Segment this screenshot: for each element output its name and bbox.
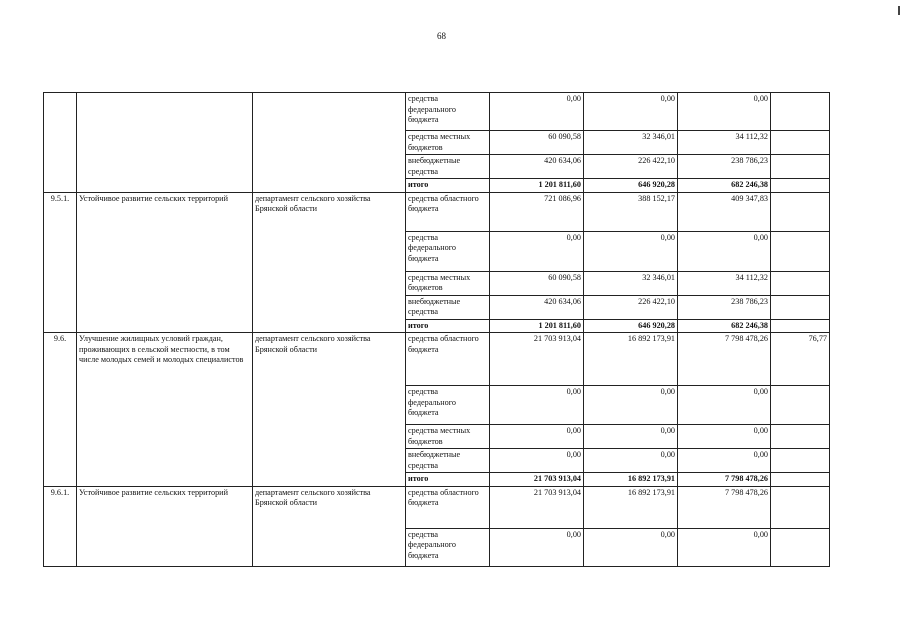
- funding-source-cell: средства областного бюджета: [406, 192, 490, 231]
- row-executor-cell: департамент сельского хозяйства Брянской области: [253, 333, 406, 487]
- indicator-cell: [771, 271, 830, 295]
- row-name-cell: Устойчивое развитие сельских территорий: [77, 192, 253, 333]
- amount-3-cell: 34 112,32: [678, 271, 771, 295]
- amount-3-cell: 34 112,32: [678, 131, 771, 155]
- indicator-cell: [771, 131, 830, 155]
- indicator-cell: [771, 179, 830, 193]
- funding-source-cell: итого: [406, 319, 490, 333]
- row-name-cell: Устойчивое развитие сельских территорий: [77, 486, 253, 566]
- amount-2-cell: 646 920,28: [584, 179, 678, 193]
- amount-2-cell: 32 346,01: [584, 131, 678, 155]
- amount-1-cell: 0,00: [490, 93, 584, 131]
- table-row: [44, 333, 830, 386]
- amount-1-cell: 0,00: [490, 231, 584, 271]
- indicator-cell: [771, 528, 830, 566]
- margin-mark: [898, 6, 900, 15]
- amount-2-cell: 388 152,17: [584, 192, 678, 231]
- table-row: [44, 93, 830, 131]
- amount-2-cell: 0,00: [584, 93, 678, 131]
- funding-source-cell: средства федерального бюджета: [406, 386, 490, 425]
- amount-1-cell: 420 634,06: [490, 295, 584, 319]
- funding-source-cell: средства местных бюджетов: [406, 271, 490, 295]
- amount-1-cell: 21 703 913,04: [490, 486, 584, 528]
- row-code-cell: 9.5.1.: [44, 192, 77, 333]
- page-number: 68: [437, 31, 446, 41]
- amount-2-cell: 0,00: [584, 231, 678, 271]
- indicator-cell: [771, 425, 830, 449]
- amount-3-cell: 682 246,38: [678, 319, 771, 333]
- amount-3-cell: 7 798 478,26: [678, 473, 771, 487]
- funding-source-cell: итого: [406, 473, 490, 487]
- amount-2-cell: 0,00: [584, 425, 678, 449]
- row-code-cell: 9.6.1.: [44, 486, 77, 566]
- row-executor-cell: департамент сельского хозяйства Брянской области: [253, 192, 406, 333]
- amount-3-cell: 0,00: [678, 425, 771, 449]
- budget-table-body: [44, 93, 830, 567]
- indicator-cell: [771, 93, 830, 131]
- amount-2-cell: 226 422,10: [584, 295, 678, 319]
- amount-1-cell: 1 201 811,60: [490, 179, 584, 193]
- indicator-cell: [771, 155, 830, 179]
- table-row: [44, 486, 830, 528]
- amount-1-cell: 1 201 811,60: [490, 319, 584, 333]
- amount-1-cell: 21 703 913,04: [490, 473, 584, 487]
- amount-2-cell: 0,00: [584, 528, 678, 566]
- amount-1-cell: 60 090,58: [490, 131, 584, 155]
- indicator-cell: [771, 295, 830, 319]
- funding-source-cell: итого: [406, 179, 490, 193]
- row-code-cell: 9.6.: [44, 333, 77, 487]
- funding-source-cell: средства федерального бюджета: [406, 93, 490, 131]
- amount-1-cell: 0,00: [490, 449, 584, 473]
- amount-3-cell: 0,00: [678, 386, 771, 425]
- table-row: [44, 192, 830, 231]
- amount-3-cell: 0,00: [678, 231, 771, 271]
- amount-1-cell: 21 703 913,04: [490, 333, 584, 386]
- amount-2-cell: 0,00: [584, 386, 678, 425]
- amount-2-cell: 646 920,28: [584, 319, 678, 333]
- funding-source-cell: средства федерального бюджета: [406, 231, 490, 271]
- indicator-cell: [771, 486, 830, 528]
- amount-3-cell: 7 798 478,26: [678, 333, 771, 386]
- indicator-cell: [771, 386, 830, 425]
- amount-2-cell: 32 346,01: [584, 271, 678, 295]
- amount-2-cell: 16 892 173,91: [584, 473, 678, 487]
- indicator-cell: 76,77: [771, 333, 830, 386]
- amount-3-cell: 0,00: [678, 528, 771, 566]
- amount-3-cell: 409 347,83: [678, 192, 771, 231]
- amount-2-cell: 16 892 173,91: [584, 333, 678, 386]
- row-name-cell: Улучшение жилищных условий граждан, проживающих в сельской местности, в том числе молодых семей и молодых специалистов: [77, 333, 253, 487]
- funding-source-cell: внебюджетные средства: [406, 449, 490, 473]
- amount-1-cell: 0,00: [490, 386, 584, 425]
- funding-source-cell: средства областного бюджета: [406, 333, 490, 386]
- funding-source-cell: внебюджетные средства: [406, 155, 490, 179]
- amount-1-cell: 721 086,96: [490, 192, 584, 231]
- amount-1-cell: 0,00: [490, 425, 584, 449]
- amount-3-cell: 0,00: [678, 449, 771, 473]
- row-code-cell: [44, 93, 77, 193]
- amount-3-cell: 0,00: [678, 93, 771, 131]
- amount-3-cell: 238 786,23: [678, 295, 771, 319]
- indicator-cell: [771, 319, 830, 333]
- funding-source-cell: средства местных бюджетов: [406, 425, 490, 449]
- row-executor-cell: [253, 93, 406, 193]
- amount-1-cell: 0,00: [490, 528, 584, 566]
- budget-table: [43, 92, 830, 567]
- amount-1-cell: 420 634,06: [490, 155, 584, 179]
- funding-source-cell: средства федерального бюджета: [406, 528, 490, 566]
- indicator-cell: [771, 231, 830, 271]
- amount-3-cell: 238 786,23: [678, 155, 771, 179]
- indicator-cell: [771, 192, 830, 231]
- row-executor-cell: департамент сельского хозяйства Брянской области: [253, 486, 406, 566]
- row-name-cell: [77, 93, 253, 193]
- amount-2-cell: 226 422,10: [584, 155, 678, 179]
- funding-source-cell: средства местных бюджетов: [406, 131, 490, 155]
- funding-source-cell: средства областного бюджета: [406, 486, 490, 528]
- amount-1-cell: 60 090,58: [490, 271, 584, 295]
- amount-2-cell: 16 892 173,91: [584, 486, 678, 528]
- amount-2-cell: 0,00: [584, 449, 678, 473]
- indicator-cell: [771, 449, 830, 473]
- amount-3-cell: 7 798 478,26: [678, 486, 771, 528]
- amount-3-cell: 682 246,38: [678, 179, 771, 193]
- funding-source-cell: внебюджетные средства: [406, 295, 490, 319]
- indicator-cell: [771, 473, 830, 487]
